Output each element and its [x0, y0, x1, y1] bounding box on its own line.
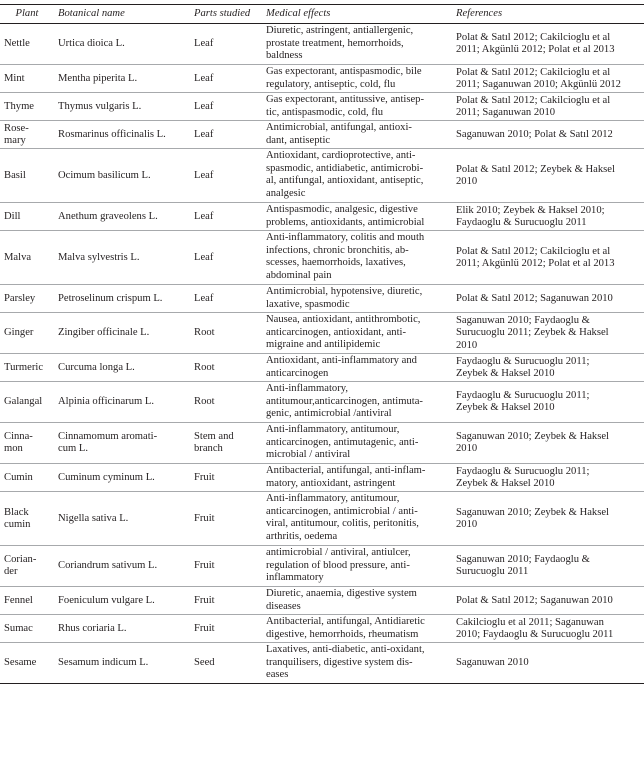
references-cell: Faydaoglu & Surucuoglu 2011; Zeybek & Haksel 2010	[452, 354, 644, 382]
plant-cell: Basil	[0, 149, 54, 203]
parts-studied-cell: Leaf	[190, 285, 262, 313]
table-row	[0, 285, 644, 313]
medical-effects-cell: Antibacterial, antifungal, Antidiaretic digestive, hemorrhoids, rheumatism	[262, 615, 452, 643]
table-row	[0, 24, 644, 65]
medical-effects-cell: Antibacterial, antifungal, anti-inflam- matory, antioxidant, astringent	[262, 464, 452, 492]
plant-cell: Black cumin	[0, 492, 54, 546]
parts-studied-cell: Root	[190, 313, 262, 354]
plant-cell: Sumac	[0, 615, 54, 643]
references-cell: Saganuwan 2010; Zeybek & Haksel 2010	[452, 423, 644, 464]
botanical-name-cell: Alpinia officinarum L.	[54, 382, 190, 423]
references-cell: Faydaoglu & Surucuoglu 2011; Zeybek & Haksel 2010	[452, 382, 644, 423]
table-row	[0, 615, 644, 643]
parts-studied-cell: Stem and branch	[190, 423, 262, 464]
table-row	[0, 423, 644, 464]
header-row	[0, 5, 644, 24]
medical-effects-cell: Antimicrobial, hypotensive, diuretic, laxative, spasmodic	[262, 285, 452, 313]
references-cell: Faydaoglu & Surucuoglu 2011; Zeybek & Haksel 2010	[452, 464, 644, 492]
table-row	[0, 313, 644, 354]
botanical-name-cell: Cinnamomum aromati- cum L.	[54, 423, 190, 464]
references-cell: Polat & Satıl 2012; Zeybek & Haksel 2010	[452, 149, 644, 203]
references-cell: Polat & Satıl 2012; Cakilcioglu et al 2011; Akgünlü 2012; Polat et al 2013	[452, 231, 644, 285]
medical-effects-cell: Antioxidant, anti-inflammatory and anticarcinogen	[262, 354, 452, 382]
botanical-name-cell: Cuminum cyminum L.	[54, 464, 190, 492]
botanical-name-cell: Ocimum basilicum L.	[54, 149, 190, 203]
botanical-name-cell: Urtica dioica L.	[54, 24, 190, 65]
parts-studied-cell: Root	[190, 354, 262, 382]
header-plant: Plant	[0, 5, 54, 24]
references-cell: Polat & Satıl 2012; Cakilcioglu et al 2011; Saganuwan 2010	[452, 93, 644, 121]
parts-studied-cell: Fruit	[190, 464, 262, 492]
plant-cell: Mint	[0, 65, 54, 93]
plant-cell: Corian- der	[0, 546, 54, 587]
plant-cell: Malva	[0, 231, 54, 285]
medical-effects-cell: Diuretic, astringent, antiallergenic, prostate treatment, hemorrhoids, baldness	[262, 24, 452, 65]
botanical-name-cell: Curcuma longa L.	[54, 354, 190, 382]
table-row	[0, 546, 644, 587]
plant-cell: Dill	[0, 203, 54, 231]
parts-studied-cell: Leaf	[190, 65, 262, 93]
medical-effects-cell: Gas expectorant, antispasmodic, bile regulatory, antiseptic, cold, flu	[262, 65, 452, 93]
plant-cell: Cinna- mon	[0, 423, 54, 464]
plant-cell: Turmeric	[0, 354, 54, 382]
references-cell: Saganuwan 2010; Faydaoglu & Surucuoglu 2011; Zeybek & Haksel 2010	[452, 313, 644, 354]
parts-studied-cell: Leaf	[190, 24, 262, 65]
botanical-name-cell: Rhus coriaria L.	[54, 615, 190, 643]
references-cell: Saganuwan 2010; Faydaoglu & Surucuoglu 2011	[452, 546, 644, 587]
header-references: References	[452, 5, 644, 24]
plant-cell: Nettle	[0, 24, 54, 65]
plant-cell: Parsley	[0, 285, 54, 313]
medical-effects-cell: Anti-inflammatory, colitis and mouth infections, chronic bronchitis, ab- scesses, haemorrhoids, laxatives, abdominal pain	[262, 231, 452, 285]
medical-effects-cell: Gas expectorant, antitussive, antisep- tic, antispasmodic, cold, flu	[262, 93, 452, 121]
parts-studied-cell: Fruit	[190, 587, 262, 615]
header-botanical-name: Botanical name	[54, 5, 190, 24]
botanical-name-cell: Coriandrum sativum L.	[54, 546, 190, 587]
medical-effects-cell: Laxatives, anti-diabetic, anti-oxidant, tranquilisers, digestive system dis- eases	[262, 643, 452, 684]
medical-effects-cell: Anti-inflammatory, antitumour, anticarcinogen, antimicrobial / anti- viral, antitumour, colitis, peritonitis, arthritis, oedema	[262, 492, 452, 546]
table-row	[0, 65, 644, 93]
table-row	[0, 587, 644, 615]
medical-effects-cell: Nausea, antioxidant, antithrombotic, anticarcinogen, antioxidant, anti- migraine and antilipidemic	[262, 313, 452, 354]
parts-studied-cell: Leaf	[190, 203, 262, 231]
header-parts-studied: Parts studied	[190, 5, 262, 24]
medical-effects-cell: Anti-inflammatory, antitumour, anticarcinogen, antimutagenic, anti- microbial / antiviral	[262, 423, 452, 464]
botanical-name-cell: Anethum graveolens L.	[54, 203, 190, 231]
botanical-name-cell: Zingiber officinale L.	[54, 313, 190, 354]
plant-cell: Rose- mary	[0, 121, 54, 149]
references-cell: Polat & Satıl 2012; Cakilcioglu et al 2011; Akgünlü 2012; Polat et al 2013	[452, 24, 644, 65]
references-cell: Polat & Satıl 2012; Saganuwan 2010	[452, 285, 644, 313]
botanical-name-cell: Mentha piperita L.	[54, 65, 190, 93]
plant-cell: Sesame	[0, 643, 54, 684]
references-cell: Cakilcioglu et al 2011; Saganuwan 2010; Faydaoglu & Surucuoglu 2011	[452, 615, 644, 643]
plant-cell: Cumin	[0, 464, 54, 492]
botanical-name-cell: Foeniculum vulgare L.	[54, 587, 190, 615]
table-row	[0, 93, 644, 121]
parts-studied-cell: Leaf	[190, 149, 262, 203]
medical-effects-cell: Antimicrobial, antifungal, antioxi- dant, antiseptic	[262, 121, 452, 149]
table-row	[0, 492, 644, 546]
table-row	[0, 203, 644, 231]
references-cell: Saganuwan 2010	[452, 643, 644, 684]
medical-effects-cell: Antioxidant, cardioprotective, anti- spasmodic, antidiabetic, antimicrobi- al, antifungal, antioxidant, antiseptic, analgesic	[262, 149, 452, 203]
medical-effects-cell: Diuretic, anaemia, digestive system diseases	[262, 587, 452, 615]
parts-studied-cell: Leaf	[190, 93, 262, 121]
parts-studied-cell: Leaf	[190, 231, 262, 285]
table-row	[0, 121, 644, 149]
parts-studied-cell: Fruit	[190, 615, 262, 643]
parts-studied-cell: Fruit	[190, 546, 262, 587]
references-cell: Polat & Satıl 2012; Saganuwan 2010	[452, 587, 644, 615]
botanical-name-cell: Nigella sativa L.	[54, 492, 190, 546]
plant-cell: Galangal	[0, 382, 54, 423]
table-row	[0, 149, 644, 203]
references-cell: Saganuwan 2010; Zeybek & Haksel 2010	[452, 492, 644, 546]
medical-effects-cell: Anti-inflammatory, antitumour,anticarcinogen, antimuta- genic, antimicrobial /antiviral	[262, 382, 452, 423]
references-cell: Polat & Satıl 2012; Cakilcioglu et al 2011; Saganuwan 2010; Akgünlü 2012	[452, 65, 644, 93]
header-medical-effects: Medical effects	[262, 5, 452, 24]
parts-studied-cell: Fruit	[190, 492, 262, 546]
table-row	[0, 231, 644, 285]
botanical-name-cell: Rosmarinus officinalis L.	[54, 121, 190, 149]
references-cell: Saganuwan 2010; Polat & Satıl 2012	[452, 121, 644, 149]
table-body	[0, 24, 644, 684]
plant-cell: Ginger	[0, 313, 54, 354]
botanical-name-cell: Malva sylvestris L.	[54, 231, 190, 285]
botanical-name-cell: Sesamum indicum L.	[54, 643, 190, 684]
table-row	[0, 354, 644, 382]
table-row	[0, 643, 644, 684]
botanical-name-cell: Thymus vulgaris L.	[54, 93, 190, 121]
references-cell: Elik 2010; Zeybek & Haksel 2010; Faydaoglu & Surucuoglu 2011	[452, 203, 644, 231]
plant-cell: Fennel	[0, 587, 54, 615]
medicinal-plants-table	[0, 4, 644, 684]
parts-studied-cell: Leaf	[190, 121, 262, 149]
parts-studied-cell: Seed	[190, 643, 262, 684]
parts-studied-cell: Root	[190, 382, 262, 423]
medical-effects-cell: antimicrobial / antiviral, antiulcer, regulation of blood pressure, anti- inflammatory	[262, 546, 452, 587]
medical-effects-cell: Antispasmodic, analgesic, digestive problems, antioxidants, antimicrobial	[262, 203, 452, 231]
botanical-name-cell: Petroselinum crispum L.	[54, 285, 190, 313]
table-row	[0, 464, 644, 492]
table-row	[0, 382, 644, 423]
plant-cell: Thyme	[0, 93, 54, 121]
